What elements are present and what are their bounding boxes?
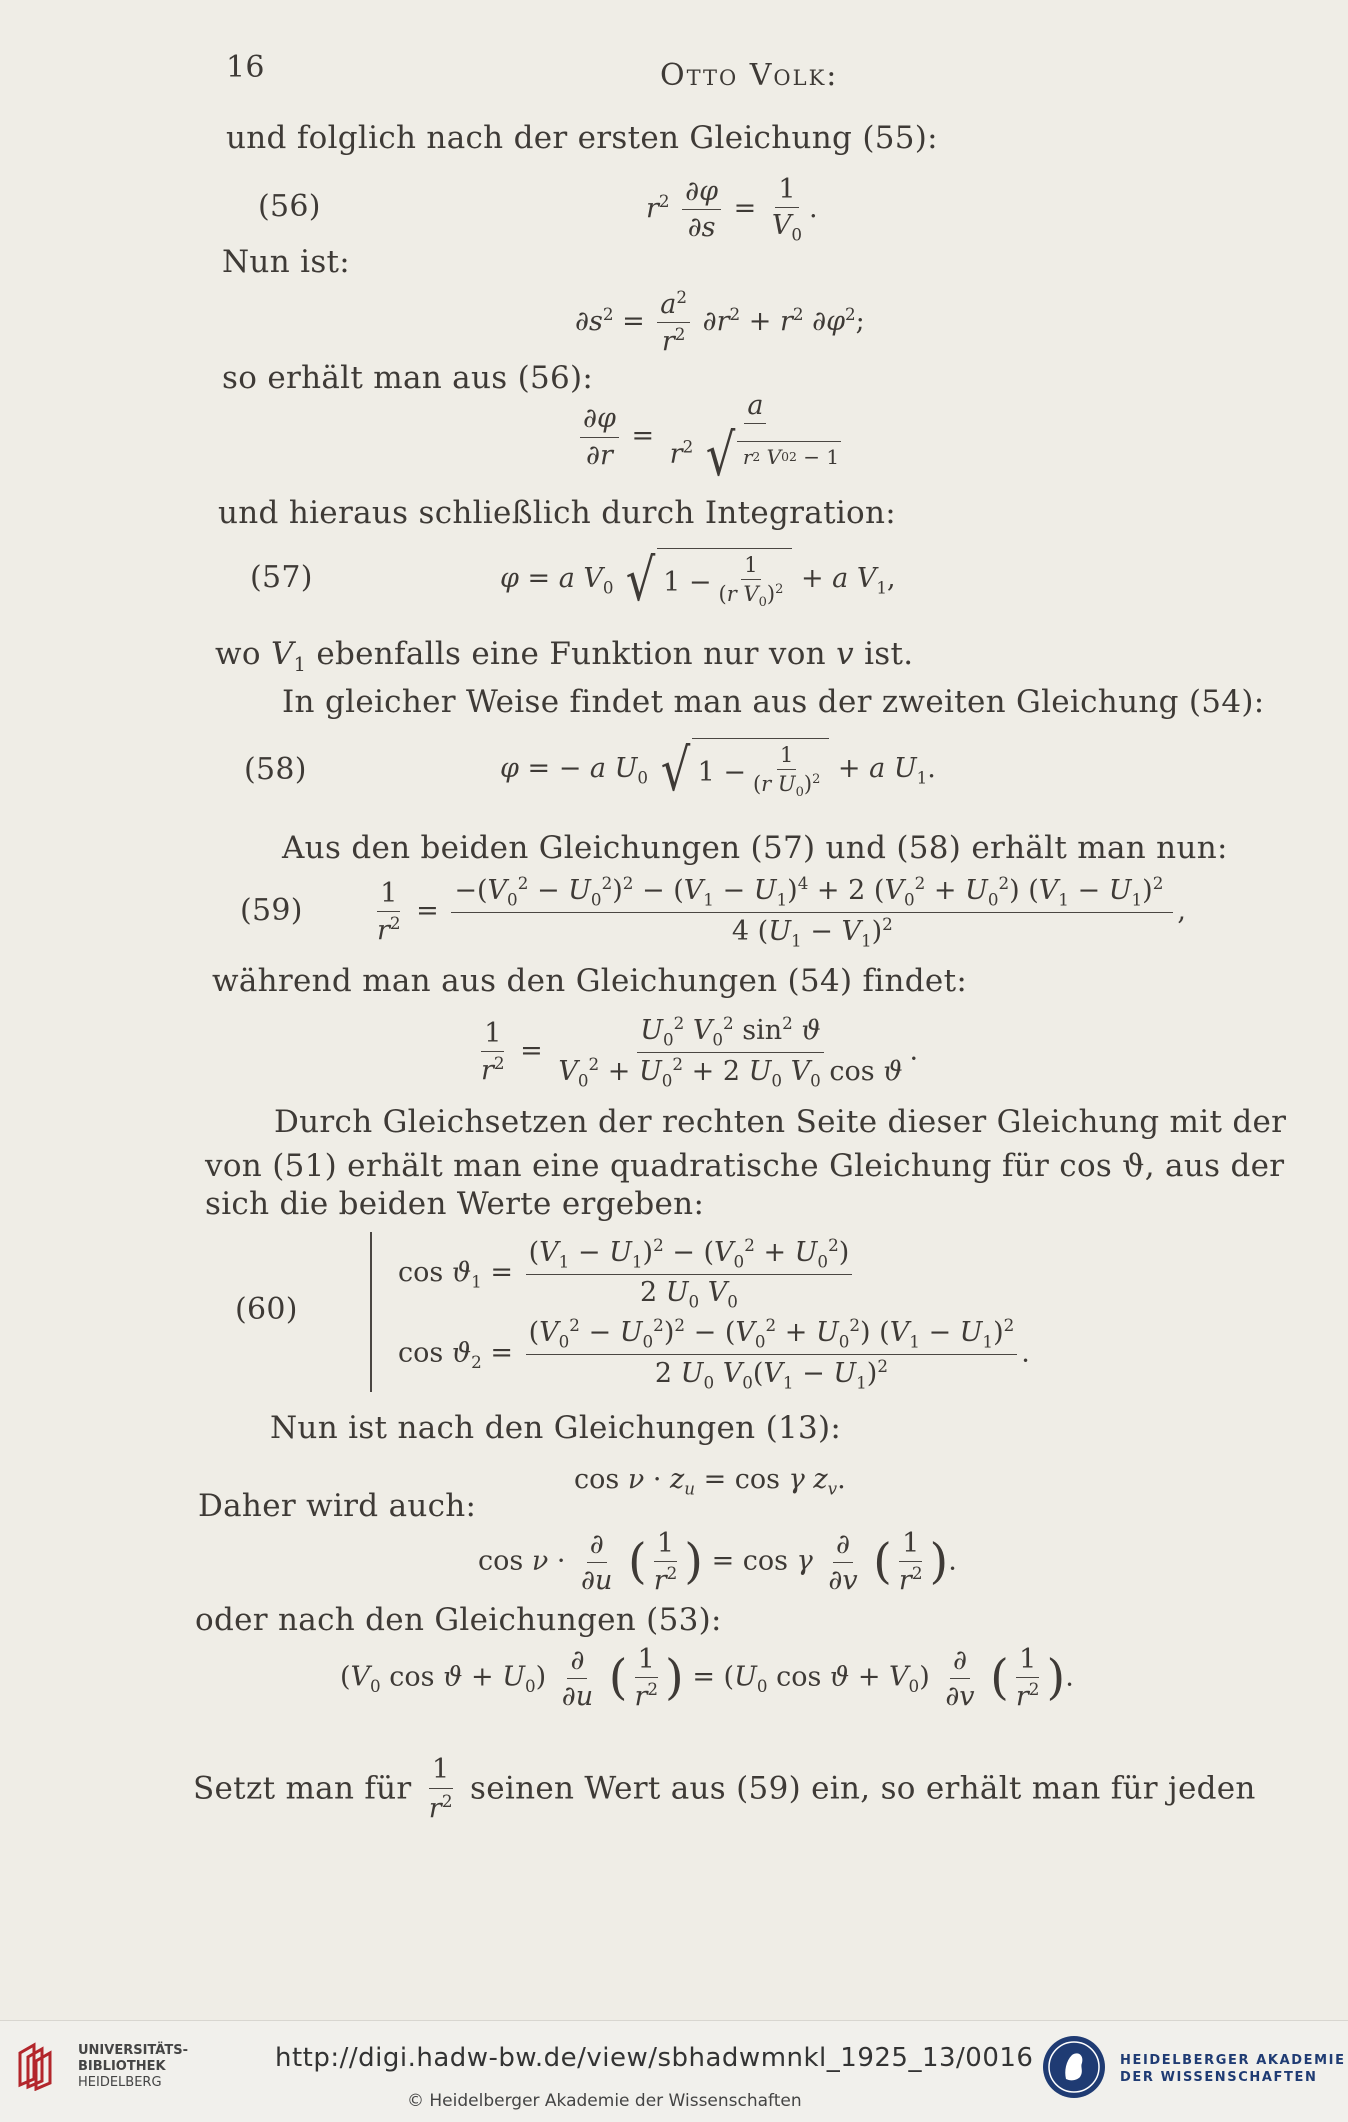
- text-line: Durch Gleichsetzen der rechten Seite dieser Gleichung mit der: [274, 1104, 1287, 1140]
- equation-59: $\frac{1}{r^2}$ = $\frac{-(V_0^2 - U_0^2)^2 - (V_1 - U_1)^4 + 2 (V_0^2 + U_0^2) (V_1 - U_1)^2}{4 (U_1 - V_1)^2}$ ,: [377, 873, 1186, 951]
- text-line: Nun ist nach den Gleichungen (13):: [270, 1410, 842, 1446]
- page-url[interactable]: http://digi.hadw-bw.de/view/sbhadwmnkl_1925_13/0016: [275, 2043, 1034, 2073]
- text-line: so erhält man aus (56):: [222, 360, 594, 396]
- equation-r2-theta: $\frac{1}{r^2}$ = $\frac{U_0^2 V_0^2 \sin^2 ϑ}{V_0^2 + U_0^2 + 2 U_0 V_0 \cos ϑ}$ .: [481, 1013, 919, 1091]
- text-line: sich die beiden Werte ergeben:: [205, 1186, 705, 1222]
- running-head: Otto Volk:: [660, 58, 839, 93]
- text-line: Aus den beiden Gleichungen (57) und (58) erhält man nun:: [282, 830, 1228, 866]
- copyright: © Heidelberger Akademie der Wissenschaften: [407, 2091, 802, 2111]
- library-name: UNIVERSITÄTS- BIBLIOTHEK HEIDELBERG: [78, 2043, 188, 2090]
- equation-56: $r^2$ $\frac{\partial\varphi}{\partial s}$ = $\frac{1}{V_0}$ .: [646, 174, 818, 245]
- text-line: wo $V_1$ ebenfalls eine Funktion nur von v ist.: [215, 636, 914, 677]
- equation-60b: $\cos ϑ_2$ = $\frac{(V_0^2 - U_0^2)^2 - (V_0^2 + U_0^2) (V_1 - U_1)^2}{2 U_0 V_0(V_1 - U_1)^2}$ .: [398, 1315, 1030, 1393]
- brace: [370, 1232, 372, 1392]
- equation-number: (57): [250, 560, 313, 595]
- text-line: und hieraus schließlich durch Integration:: [218, 495, 897, 531]
- equation-dphi-dr: $\frac{\partial\varphi}{\partial r}$ = a $r^2$ √ r 2 V 0 2 − 1: [576, 390, 848, 484]
- equation-number: (60): [235, 1292, 298, 1327]
- library-logo-icon: [14, 2039, 66, 2091]
- academy-name: HEIDELBERGER AKADEMIE DER WISSENSCHAFTEN: [1120, 2053, 1346, 2085]
- text-line: und folglich nach der ersten Gleichung (55):: [226, 120, 938, 156]
- equation-60a: $\cos ϑ_1$ = $\frac{(V_1 - U_1)^2 - (V_0^2 + U_0^2)}{2 U_0 V_0}$: [398, 1236, 856, 1311]
- equation-number: (58): [244, 752, 307, 787]
- equation-derivative-1: cos ν · $\frac{\partial}{\partial u}$ ( $\frac{1}{r^2}$ ) = cos γ $\frac{\partial}{\partial v}$ ( $\frac{1}{r^2}$ ).: [478, 1528, 957, 1597]
- academy-seal-icon: [1040, 2033, 1108, 2101]
- text-line: Nun ist:: [222, 244, 351, 280]
- text-line: In gleicher Weise findet man aus der zweiten Gleichung (54):: [282, 684, 1265, 720]
- text-line: von (51) erhält man eine quadratische Gleichung für cos ϑ, aus der: [205, 1148, 1285, 1184]
- text-line: während man aus den Gleichungen (54) findet:: [212, 963, 968, 999]
- text-line: Daher wird auch:: [198, 1488, 477, 1524]
- equation-ds: $\partial s^2$ = $\frac{a^2}{r^2}$ $\partial r^2 + r^2$ $\partial\varphi^2$;: [575, 287, 865, 358]
- equation-derivative-2: ($V_0$ $\cos ϑ + U_0$) $\frac{\partial}{\partial u}$ ( $\frac{1}{r^2}$ ) = ($U_0$ $\cos ϑ + V_0$) $\frac{\partial}{\partial v}$ ( $\frac{1}{r^2}$ ).: [340, 1644, 1074, 1713]
- equation-58: φ = − a $U_0$ √ 1 − $\frac{1}{(r U_0)^2}$ + a $U_1$.: [500, 735, 936, 804]
- equation-57: φ = a $V_0$ √ 1 − $\frac{1}{(r V_0)^2}$ + a $V_1$,: [500, 545, 896, 614]
- equation-number: (56): [258, 189, 321, 224]
- text-line: oder nach den Gleichungen (53):: [195, 1602, 722, 1638]
- footer-bar: [0, 2020, 1348, 2122]
- equation-number: (59): [240, 893, 303, 928]
- equation-cos-nu: $\cos \nu \cdot z_u = \cos \gamma$ $z_v$.: [574, 1464, 846, 1499]
- page-number: 16: [226, 50, 265, 85]
- text-line: Setzt man für $\frac{1}{r^2}$ seinen Wert aus (59) ein, so erhält man für jeden: [193, 1754, 1256, 1825]
